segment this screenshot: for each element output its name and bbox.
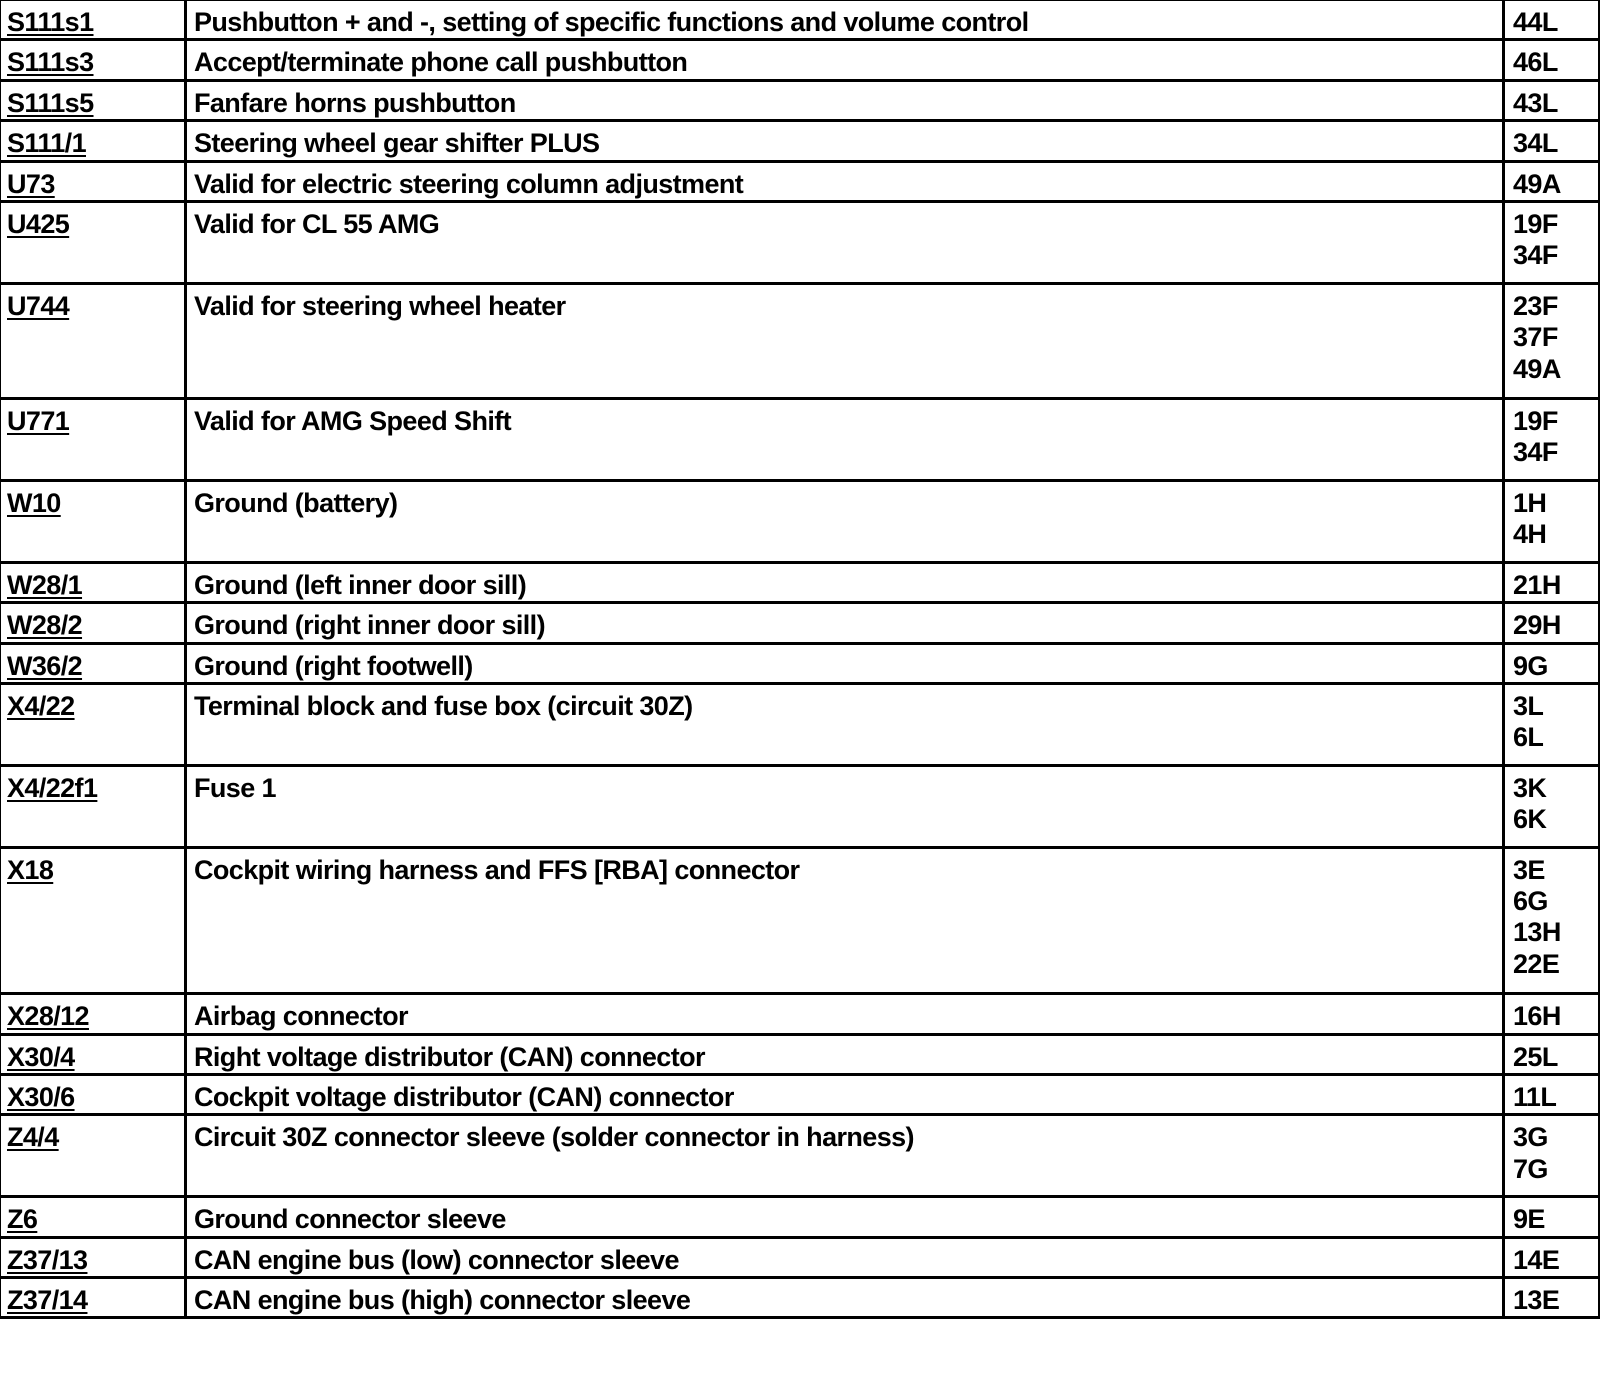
component-description: Ground connector sleeve [186,1197,1504,1237]
grid-reference: 1H [1513,487,1547,518]
component-code-link[interactable]: Z6 [0,1197,186,1237]
component-description: Ground (right footwell) [186,643,1504,683]
grid-reference: 13H [1513,917,1561,948]
grid-reference: 9G [1513,650,1548,681]
grid-reference-cell [1504,202,1600,284]
component-code-link[interactable]: X30/6 [0,1074,186,1114]
component-code-link[interactable]: X4/22f1 [0,765,186,847]
component-description: Airbag connector [186,994,1504,1034]
component-code-link[interactable]: Z37/13 [0,1237,186,1277]
grid-reference: 14E [1513,1244,1560,1275]
grid-reference: 3K [1513,772,1547,803]
grid-reference-cell [1504,683,1600,765]
grid-reference: 29H [1513,610,1561,641]
table-row [0,562,1600,602]
grid-reference: 23F [1513,290,1558,321]
grid-reference-cell [1504,1278,1600,1318]
component-description: Valid for electric steering column adjustment [186,161,1504,201]
grid-reference: 6G [1513,885,1548,916]
grid-reference: 46L [1513,47,1558,78]
grid-reference: 34F [1513,240,1558,271]
table-row [0,683,1600,765]
grid-reference: 6K [1513,804,1547,835]
component-description: Valid for CL 55 AMG [186,202,1504,284]
grid-reference-cell [1504,1115,1600,1197]
grid-reference: 49A [1513,353,1561,384]
grid-reference-cell [1504,80,1600,120]
component-code-link[interactable]: Z4/4 [0,1115,186,1197]
table-row [0,399,1600,481]
component-description: Fanfare horns pushbutton [186,80,1504,120]
component-description: Steering wheel gear shifter PLUS [186,121,1504,161]
grid-reference: 9E [1513,1204,1545,1235]
table-row [0,1034,1600,1074]
component-code-link[interactable]: U73 [0,161,186,201]
table-row [0,40,1600,80]
component-description: Fuse 1 [186,765,1504,847]
component-code-link[interactable]: S111s1 [0,0,186,40]
component-code-link[interactable]: W28/2 [0,603,186,643]
component-code-link[interactable]: S111s5 [0,80,186,120]
grid-reference: 49A [1513,168,1561,199]
component-code-link[interactable]: U425 [0,202,186,284]
grid-reference-cell [1504,40,1600,80]
component-description: Ground (left inner door sill) [186,562,1504,602]
grid-reference: 21H [1513,569,1561,600]
table-row [0,1197,1600,1237]
table-row [0,994,1600,1034]
grid-reference-cell [1504,161,1600,201]
grid-reference: 13E [1513,1285,1560,1315]
grid-reference-cell [1504,643,1600,683]
grid-reference-cell [1504,399,1600,481]
component-description: Terminal block and fuse box (circuit 30Z) [186,683,1504,765]
table-row [0,480,1600,562]
table-row [0,643,1600,683]
component-description: Cockpit voltage distributor (CAN) connector [186,1074,1504,1114]
component-code-link[interactable]: W28/1 [0,562,186,602]
component-code-link[interactable]: X4/22 [0,683,186,765]
table-row [0,121,1600,161]
component-code-link[interactable]: W10 [0,480,186,562]
component-code-link[interactable]: X30/4 [0,1034,186,1074]
component-description: Pushbutton + and -, setting of specific functions and volume control [186,0,1504,40]
component-description: Ground (right inner door sill) [186,603,1504,643]
component-description: Cockpit wiring harness and FFS [RBA] connector [186,847,1504,994]
table-row [0,0,1600,40]
grid-reference: 37F [1513,322,1558,353]
grid-reference-cell [1504,1074,1600,1114]
component-description: CAN engine bus (low) connector sleeve [186,1237,1504,1277]
component-code-link[interactable]: U771 [0,399,186,481]
component-description: Valid for steering wheel heater [186,283,1504,398]
table-row [0,80,1600,120]
component-code-link[interactable]: W36/2 [0,643,186,683]
grid-reference-cell [1504,1197,1600,1237]
component-code-link[interactable]: Z37/14 [0,1278,186,1318]
component-description: Accept/terminate phone call pushbutton [186,40,1504,80]
component-description: Valid for AMG Speed Shift [186,399,1504,481]
grid-reference: 34F [1513,437,1558,468]
grid-reference: 22E [1513,948,1560,979]
table-row [0,283,1600,398]
component-code-link[interactable]: U744 [0,283,186,398]
component-code-link[interactable]: X18 [0,847,186,994]
grid-reference-cell [1504,562,1600,602]
grid-reference: 3G [1513,1122,1548,1153]
grid-reference: 16H [1513,1001,1561,1032]
table-row [0,161,1600,201]
grid-reference-cell [1504,283,1600,398]
grid-reference-cell [1504,0,1600,40]
component-code-link[interactable]: S111s3 [0,40,186,80]
grid-reference: 43L [1513,87,1558,118]
grid-reference: 25L [1513,1041,1558,1072]
grid-reference-cell [1504,121,1600,161]
component-description: Right voltage distributor (CAN) connector [186,1034,1504,1074]
grid-reference-cell [1504,847,1600,994]
grid-reference: 4H [1513,519,1547,550]
grid-reference: 34L [1513,128,1558,159]
grid-reference-cell [1504,480,1600,562]
table-row [0,1237,1600,1277]
component-description: Ground (battery) [186,480,1504,562]
component-description: CAN engine bus (high) connector sleeve [186,1278,1504,1318]
grid-reference-cell [1504,765,1600,847]
grid-reference-cell [1504,1237,1600,1277]
table-row [0,1278,1600,1318]
grid-reference: 19F [1513,406,1558,437]
component-description: Circuit 30Z connector sleeve (solder connector in harness) [186,1115,1504,1197]
grid-reference-cell [1504,1034,1600,1074]
grid-reference: 7G [1513,1153,1548,1184]
component-code-link[interactable]: X28/12 [0,994,186,1034]
grid-reference: 3E [1513,854,1545,885]
grid-reference: 19F [1513,209,1558,240]
grid-reference-cell [1504,603,1600,643]
table-row [0,603,1600,643]
grid-reference: 6L [1513,722,1544,753]
grid-reference: 44L [1513,7,1558,37]
table-row [0,1074,1600,1114]
table-row [0,1115,1600,1197]
component-code-link[interactable]: S111/1 [0,121,186,161]
grid-reference: 11L [1513,1081,1557,1112]
grid-reference-cell [1504,994,1600,1034]
grid-reference: 3L [1513,690,1544,721]
table-row [0,765,1600,847]
table-row [0,202,1600,284]
table-row [0,847,1600,994]
